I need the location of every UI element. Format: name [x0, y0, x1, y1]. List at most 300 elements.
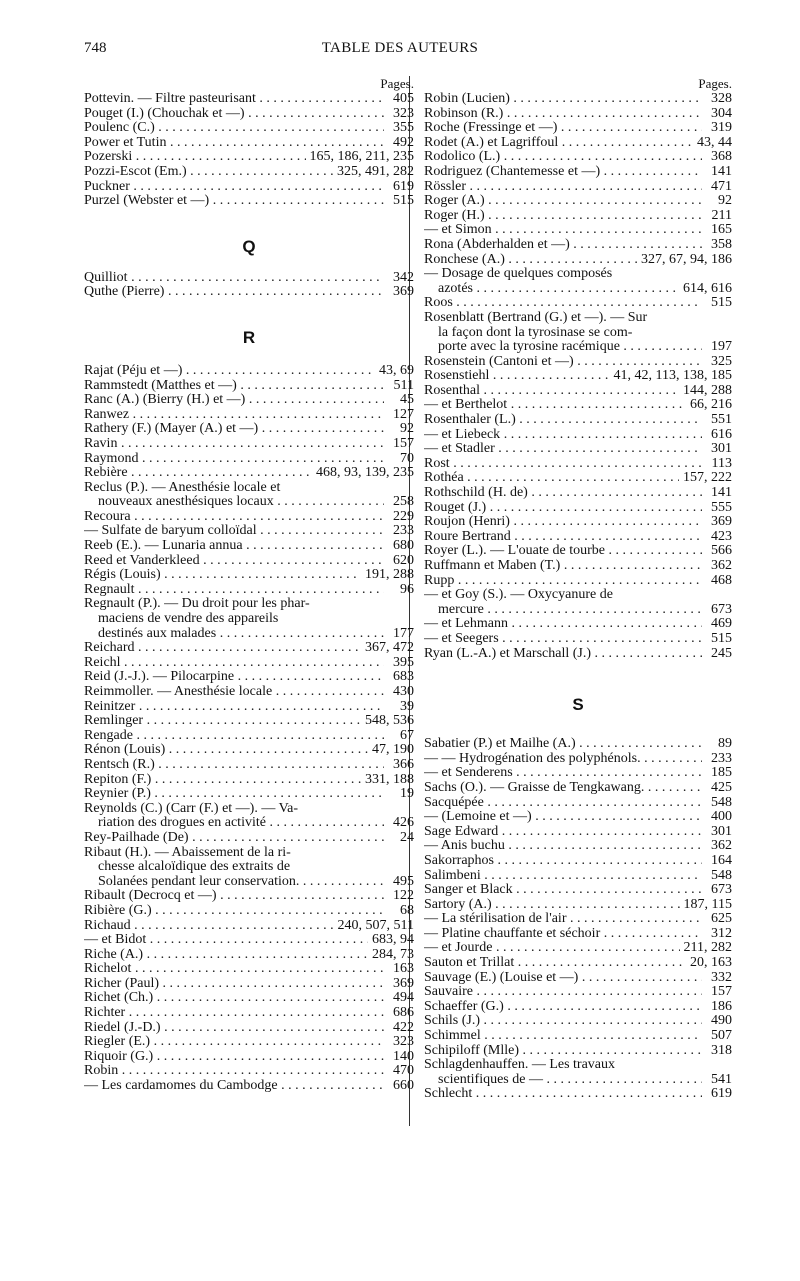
entry-pages: 165 — [711, 222, 732, 238]
index-entry — [84, 1021, 414, 1036]
entry-name: — Anis buchu . . . — [424, 839, 702, 854]
index-entry — [84, 758, 414, 773]
index-entry — [424, 796, 732, 811]
right-column — [424, 76, 732, 1102]
entry-pages: 566 — [711, 543, 732, 559]
entry-pages: 185 — [711, 765, 732, 781]
entry-pages: 325, 491, 282 — [337, 163, 414, 179]
index-entry — [84, 933, 414, 948]
index-entry-continuation — [424, 282, 732, 297]
index-entry — [84, 554, 414, 569]
entry-pages: 495 — [393, 873, 414, 889]
index-entry — [84, 393, 414, 408]
entry-name: Riche (A.) . . . — [84, 948, 368, 963]
entry-name: Pozerski . . . — [84, 150, 306, 165]
index-entry — [424, 839, 732, 854]
entry-pages: 494 — [393, 990, 414, 1006]
entry-pages: 24 — [400, 829, 414, 845]
entry-name: Raymond . . . — [84, 452, 384, 467]
index-entry-continuation: la façon dont la tyrosinase se com- — [438, 325, 633, 340]
entry-pages: 683 — [393, 669, 414, 685]
entry-name: Roujon (Henri) . . . — [424, 515, 702, 530]
entry-pages: 405 — [393, 91, 414, 106]
entry-name: Rentsch (R.) . . . — [84, 758, 384, 773]
s-entries — [424, 737, 732, 1102]
index-entry: Regnault (P.). — Du droit pour les phar- — [84, 597, 310, 612]
entry-pages: 515 — [711, 295, 732, 311]
index-entry — [424, 223, 732, 238]
entry-pages: 323 — [393, 105, 414, 121]
entry-pages: 548 — [711, 867, 732, 883]
entry-pages: 367, 472 — [365, 640, 414, 656]
entry-pages: 369 — [393, 284, 414, 300]
entry-pages: 20, 163 — [690, 955, 732, 971]
entry-name: — et Lehmann . . . — [424, 617, 702, 632]
index-entry-continuation — [84, 875, 414, 890]
entry-name: porte avec la tyrosine racémique . . . — [438, 340, 702, 355]
index-entry: — et Goy (S.). — Oxycyanure de — [424, 588, 613, 603]
index-entry — [424, 107, 732, 122]
index-entry — [84, 1006, 414, 1021]
entry-name: Quthe (Pierre) . . . — [84, 285, 384, 300]
entry-pages: 191, 288 — [365, 567, 414, 583]
entry-pages: 45 — [400, 392, 414, 408]
entry-name: Rengade . . . — [84, 729, 384, 744]
index-entry — [424, 781, 732, 796]
entry-name: Salimbeni . . . — [424, 869, 702, 884]
entry-pages: 157 — [393, 435, 414, 451]
entry-name: Rupp . . . — [424, 574, 702, 589]
index-entry — [84, 524, 414, 539]
index-entry — [84, 1035, 414, 1050]
index-entry — [84, 285, 414, 300]
entry-pages: 515 — [393, 193, 414, 209]
entry-name: destinés aux malades . . . — [98, 627, 384, 642]
index-entry — [84, 773, 414, 788]
index-entry — [84, 729, 414, 744]
entry-name: Pottevin. — Filtre pasteurisant . . . — [84, 92, 384, 107]
index-entry — [424, 617, 732, 632]
index-entry — [424, 1087, 732, 1102]
index-entry — [424, 296, 732, 311]
entry-name: Ribière (G.) . . . — [84, 904, 384, 919]
entry-name: Schimmel . . . — [424, 1029, 702, 1044]
entry-pages: 43, 44 — [697, 134, 732, 150]
entry-name: Sartory (A.) . . . — [424, 898, 680, 913]
entry-name: — Les cardamomes du Cambodge . . . — [84, 1079, 384, 1094]
index-entry — [424, 869, 732, 884]
entry-name: — — Hydrogénation des polyphénols. . . . — [424, 752, 702, 767]
index-entry — [84, 539, 414, 554]
index-entry — [424, 927, 732, 942]
entry-pages: 92 — [400, 421, 414, 437]
index-entry — [424, 544, 732, 559]
entry-pages: 328 — [711, 91, 732, 106]
entry-pages: 616 — [711, 426, 732, 442]
entry-name: Rey-Pailhade (De) . . . — [84, 831, 384, 846]
index-entry: Rosenblatt (Bertrand (G.) et —). — Sur — [424, 310, 648, 325]
index-entry — [424, 810, 732, 825]
entry-name: Richer (Paul) . . . — [84, 977, 384, 992]
index-entry — [84, 991, 414, 1006]
index-entry — [84, 962, 414, 977]
section-letter-r: R — [242, 327, 256, 347]
index-entry — [424, 384, 732, 399]
entry-name: scientifiques de — . . . — [438, 1073, 702, 1088]
index-entry — [424, 136, 732, 151]
index-entry — [424, 941, 732, 956]
index-entry — [84, 180, 414, 195]
index-entry — [84, 422, 414, 437]
entry-name: Sauvaire . . . — [424, 985, 702, 1000]
entry-pages: 548, 536 — [365, 713, 414, 729]
entry-pages: 468 — [711, 572, 732, 588]
entry-name: Richaud . . . — [84, 919, 334, 934]
index-entry — [424, 471, 732, 486]
index-entry — [84, 466, 414, 481]
index-entry — [424, 194, 732, 209]
index-entry: Reynolds (C.) (Carr (F.) et —). — Va- — [84, 801, 299, 816]
index-entry-continuation — [84, 495, 414, 510]
index-entry — [424, 369, 732, 384]
page-title: TABLE DES AUTEURS — [321, 40, 479, 56]
entry-name: Richet (Ch.) . . . — [84, 991, 384, 1006]
entry-pages: 362 — [711, 558, 732, 573]
entry-pages: 141 — [711, 485, 732, 501]
r-entries-left — [84, 364, 414, 1094]
entry-pages: 680 — [393, 538, 414, 554]
entry-pages: 327, 67, 94, 186 — [641, 251, 732, 267]
entry-pages: 92 — [718, 193, 732, 209]
index-entry — [424, 238, 732, 253]
entry-pages: 89 — [718, 736, 732, 752]
entry-name: Schlecht . . . — [424, 1087, 702, 1102]
index-entry — [424, 1000, 732, 1015]
entry-name: Rosenstein (Cantoni et —) . . . — [424, 355, 702, 370]
entry-pages: 625 — [711, 911, 732, 927]
entry-pages: 331, 188 — [365, 771, 414, 787]
page-number: 748 — [84, 40, 107, 56]
entry-name: Quilliot . . . — [84, 271, 384, 286]
index-entry-continuation — [424, 603, 732, 618]
entry-name: Sanger et Black . . . — [424, 883, 702, 898]
entry-name: — Platine chauffante et séchoir . . . — [424, 927, 702, 942]
index-entry-continuation — [84, 627, 414, 642]
index-entry — [84, 136, 414, 151]
index-entry — [84, 889, 414, 904]
entry-name: Ranc (A.) (Bierry (H.) et —) . . . — [84, 393, 384, 408]
entry-name: — et Jourde . . . — [424, 941, 680, 956]
entry-pages: 470 — [393, 1063, 414, 1079]
entry-pages: 47, 190 — [372, 742, 414, 758]
entry-pages: 673 — [711, 882, 732, 898]
index-entry: — Dosage de quelques composés — [424, 267, 613, 282]
index-entry — [424, 530, 732, 545]
entry-pages: 426 — [393, 815, 414, 831]
entry-pages: 507 — [711, 1028, 732, 1044]
index-entry — [424, 121, 732, 136]
entry-name: Roos . . . — [424, 296, 702, 311]
entry-name: Rathery (F.) (Mayer (A.) et —) . . . — [84, 422, 384, 437]
entry-name: Sage Edward . . . — [424, 825, 702, 840]
entry-name: Rost . . . — [424, 457, 702, 472]
entry-name: Repiton (F.) . . . — [84, 773, 361, 788]
entry-pages: 233 — [393, 523, 414, 539]
entry-name: Reichard . . . — [84, 641, 361, 656]
index-entry — [84, 904, 414, 919]
entry-pages: 141 — [711, 163, 732, 179]
entry-pages: 323 — [393, 1034, 414, 1050]
entry-name: Rothéa . . . — [424, 471, 679, 486]
entry-name: — et Simon . . . — [424, 223, 702, 238]
entry-pages: 318 — [711, 1042, 732, 1058]
entry-name: Sacquépée . . . — [424, 796, 702, 811]
entry-pages: 39 — [400, 698, 414, 714]
entry-name: mercure . . . — [438, 603, 702, 618]
entry-pages: 369 — [711, 514, 732, 530]
entry-name: Reichl . . . — [84, 656, 384, 671]
entry-pages: 422 — [393, 1019, 414, 1035]
entry-pages: 355 — [393, 120, 414, 136]
index-entry — [424, 1029, 732, 1044]
entry-pages: 342 — [393, 269, 414, 285]
entry-pages: 197 — [711, 339, 732, 355]
pages-header: Pages. — [380, 76, 414, 91]
index-entry — [424, 956, 732, 971]
entry-pages: 258 — [393, 494, 414, 510]
entry-name: — (Lemoine et —) . . . — [424, 810, 702, 825]
index-entry — [84, 743, 414, 758]
index-entry — [424, 428, 732, 443]
entry-name: — et Bidot . . . — [84, 933, 368, 948]
entry-name: Poulenc (C.) . . . — [84, 121, 384, 136]
entry-pages: 490 — [711, 1013, 732, 1029]
index-entry — [84, 510, 414, 525]
entry-name: Rona (Abderhalden et —) . . . — [424, 238, 702, 253]
index-entry — [84, 1064, 414, 1079]
index-entry — [84, 452, 414, 467]
entry-name: nouveaux anesthésiques locaux . . . — [98, 495, 384, 510]
entry-pages: 70 — [400, 450, 414, 466]
entry-name: Solanées pendant leur conservation. . . . — [98, 875, 384, 890]
index-entry — [84, 165, 414, 180]
entry-name: Pouget (I.) (Chouchak et —) . . . — [84, 107, 384, 122]
index-entry — [84, 150, 414, 165]
entry-name: Ravin . . . — [84, 437, 384, 452]
entry-pages: 301 — [711, 823, 732, 839]
entry-pages: 425 — [711, 779, 732, 795]
index-entry — [424, 883, 732, 898]
entry-pages: 673 — [711, 601, 732, 617]
entry-name: Rosenthaler (L.) . . . — [424, 413, 702, 428]
section-letter-s: S — [572, 695, 584, 715]
index-entry — [424, 355, 732, 370]
entry-name: Recoura . . . — [84, 510, 384, 525]
entry-pages: 233 — [711, 750, 732, 766]
entry-name: Roger (A.) . . . — [424, 194, 702, 209]
index-entry: Schlagdenhauffen. — Les travaux — [424, 1058, 616, 1073]
index-entry — [84, 831, 414, 846]
entry-pages: 515 — [711, 630, 732, 646]
index-entry — [84, 364, 414, 379]
entry-pages: 619 — [393, 178, 414, 194]
entry-pages: 122 — [393, 888, 414, 904]
index-entry — [424, 457, 732, 472]
left-column — [84, 76, 414, 1094]
entry-pages: 245 — [711, 645, 732, 661]
entry-name: Rodet (A.) et Lagriffoul . . . — [424, 136, 693, 151]
entry-name: Rénon (Louis) . . . — [84, 743, 368, 758]
index-entry — [84, 121, 414, 136]
entry-pages: 165, 186, 211, 235 — [309, 149, 414, 165]
entry-pages: 144, 288 — [683, 382, 732, 398]
entry-name: Remlinger . . . — [84, 714, 361, 729]
r-entries-right — [424, 92, 732, 661]
index-entry — [84, 1079, 414, 1094]
index-entry — [424, 1014, 732, 1029]
entry-name: Rammstedt (Matthes et —) . . . — [84, 379, 384, 394]
index-entry — [84, 408, 414, 423]
entry-pages: 127 — [393, 406, 414, 422]
index-entry — [424, 150, 732, 165]
entry-name: Roche (Fressinge et —) . . . — [424, 121, 702, 136]
entry-pages: 614, 616 — [683, 280, 732, 296]
entry-name: Roure Bertrand . . . — [424, 530, 702, 545]
entry-name: — et Berthelot . . . — [424, 398, 686, 413]
index-entry — [424, 501, 732, 516]
entry-name: Robin (Lucien) . . . — [424, 92, 702, 107]
index-entry — [424, 209, 732, 224]
entry-name: Puckner . . . — [84, 180, 384, 195]
entry-pages: 660 — [393, 1078, 414, 1094]
entry-name: Reeb (E.). — Lunaria annua . . . — [84, 539, 384, 554]
entry-name: Sauton et Trillat . . . — [424, 956, 686, 971]
entry-pages: 400 — [711, 809, 732, 825]
entry-pages: 683, 94 — [372, 932, 414, 948]
entry-name: Roger (H.) . . . — [424, 209, 702, 224]
entry-name: Schils (J.) . . . — [424, 1014, 702, 1029]
index-entry — [84, 379, 414, 394]
index-entry — [84, 714, 414, 729]
entry-pages: 395 — [393, 654, 414, 670]
entry-name: Richter . . . — [84, 1006, 384, 1021]
entry-name: Rothschild (H. de) . . . — [424, 486, 702, 501]
entry-pages: 177 — [393, 625, 414, 641]
entry-name: Ribault (Decrocq et —) . . . — [84, 889, 384, 904]
entry-pages: 471 — [711, 178, 732, 194]
section-letter-q: Q — [242, 236, 256, 256]
entry-pages: 369 — [393, 975, 414, 991]
entry-pages: 67 — [400, 727, 414, 743]
pages-header: Pages. — [698, 76, 732, 91]
entry-pages: 19 — [400, 786, 414, 802]
entry-name: Rosenstiehl . . . — [424, 369, 610, 384]
entry-name: Reid (J.-J.). — Pilocarpine . . . — [84, 670, 384, 685]
entry-pages: 468, 93, 139, 235 — [316, 465, 414, 481]
index-entry — [84, 194, 414, 209]
entry-pages: 325 — [711, 353, 732, 369]
entry-name: riation des drogues en activité . . . — [98, 816, 384, 831]
entry-name: Purzel (Webster et —) . . . — [84, 194, 384, 209]
index-entry — [84, 700, 414, 715]
entry-pages: 301 — [711, 441, 732, 457]
entry-name: Rodriguez (Chantemesse et —) . . . — [424, 165, 702, 180]
index-entry — [424, 898, 732, 913]
entry-name: Schipiloff (Mlle) . . . — [424, 1044, 702, 1059]
index-entry — [424, 766, 732, 781]
entry-pages: 284, 73 — [372, 946, 414, 962]
entry-name: Royer (L.). — L'ouate de tourbe . . . — [424, 544, 702, 559]
index-entry — [424, 912, 732, 927]
index-entry — [84, 787, 414, 802]
entry-name: — et Liebeck . . . — [424, 428, 702, 443]
entry-pages: 551 — [711, 412, 732, 428]
p-entries — [84, 92, 414, 209]
entry-name: Reinitzer . . . — [84, 700, 384, 715]
entry-pages: 312 — [711, 925, 732, 941]
index-entry — [424, 165, 732, 180]
index-entry — [84, 583, 414, 598]
entry-name: Ranwez . . . — [84, 408, 384, 423]
entry-name: Reynier (P.) . . . — [84, 787, 384, 802]
index-entry — [424, 398, 732, 413]
index-entry — [424, 632, 732, 647]
entry-pages: 366 — [393, 756, 414, 772]
entry-pages: 68 — [400, 902, 414, 918]
entry-name: Rosenthal . . . — [424, 384, 679, 399]
index-entry — [84, 656, 414, 671]
entry-pages: 211 — [711, 207, 732, 223]
index-entry-continuation — [424, 1073, 732, 1088]
entry-pages: 211, 282 — [683, 940, 732, 956]
entry-pages: 96 — [400, 581, 414, 597]
index-entry — [424, 253, 732, 268]
entry-name: Regnault . . . — [84, 583, 384, 598]
index-entry: Reclus (P.). — Anesthésie locale et — [84, 480, 281, 495]
entry-pages: 423 — [711, 528, 732, 544]
entry-name: azotés . . . — [438, 282, 679, 297]
index-entry — [84, 919, 414, 934]
index-entry — [84, 437, 414, 452]
entry-name: Rebière . . . — [84, 466, 312, 481]
entry-pages: 140 — [393, 1048, 414, 1064]
index-entry — [84, 92, 414, 107]
index-entry — [424, 92, 732, 107]
entry-pages: 187, 115 — [683, 896, 732, 912]
entry-pages: 368 — [711, 149, 732, 165]
index-entry — [424, 413, 732, 428]
index-entry — [84, 670, 414, 685]
index-entry-continuation: maciens de vendre des appareils — [98, 612, 279, 627]
entry-pages: 66, 216 — [690, 397, 732, 413]
entry-name: — Sulfate de baryum colloïdal . . . — [84, 524, 384, 539]
index-entry — [84, 685, 414, 700]
index-entry — [84, 271, 414, 286]
index-entry — [84, 568, 414, 583]
entry-name: — et Seegers . . . — [424, 632, 702, 647]
entry-name: Reed et Vanderkleed . . . — [84, 554, 384, 569]
entry-pages: 113 — [711, 455, 732, 471]
index-entry — [424, 854, 732, 869]
index-entry — [424, 752, 732, 767]
index-entry: Ribaut (H.). — Abaissement de la ri- — [84, 845, 291, 860]
index-entry — [424, 515, 732, 530]
index-entry-continuation — [84, 816, 414, 831]
entry-pages: 555 — [711, 499, 732, 515]
entry-name: Sachs (O.). — Graisse de Tengkawang. . . . — [424, 781, 702, 796]
entry-name: Sabatier (P.) et Mailhe (A.) . . . — [424, 737, 702, 752]
entry-name: Riedel (J.-D.) . . . — [84, 1021, 384, 1036]
